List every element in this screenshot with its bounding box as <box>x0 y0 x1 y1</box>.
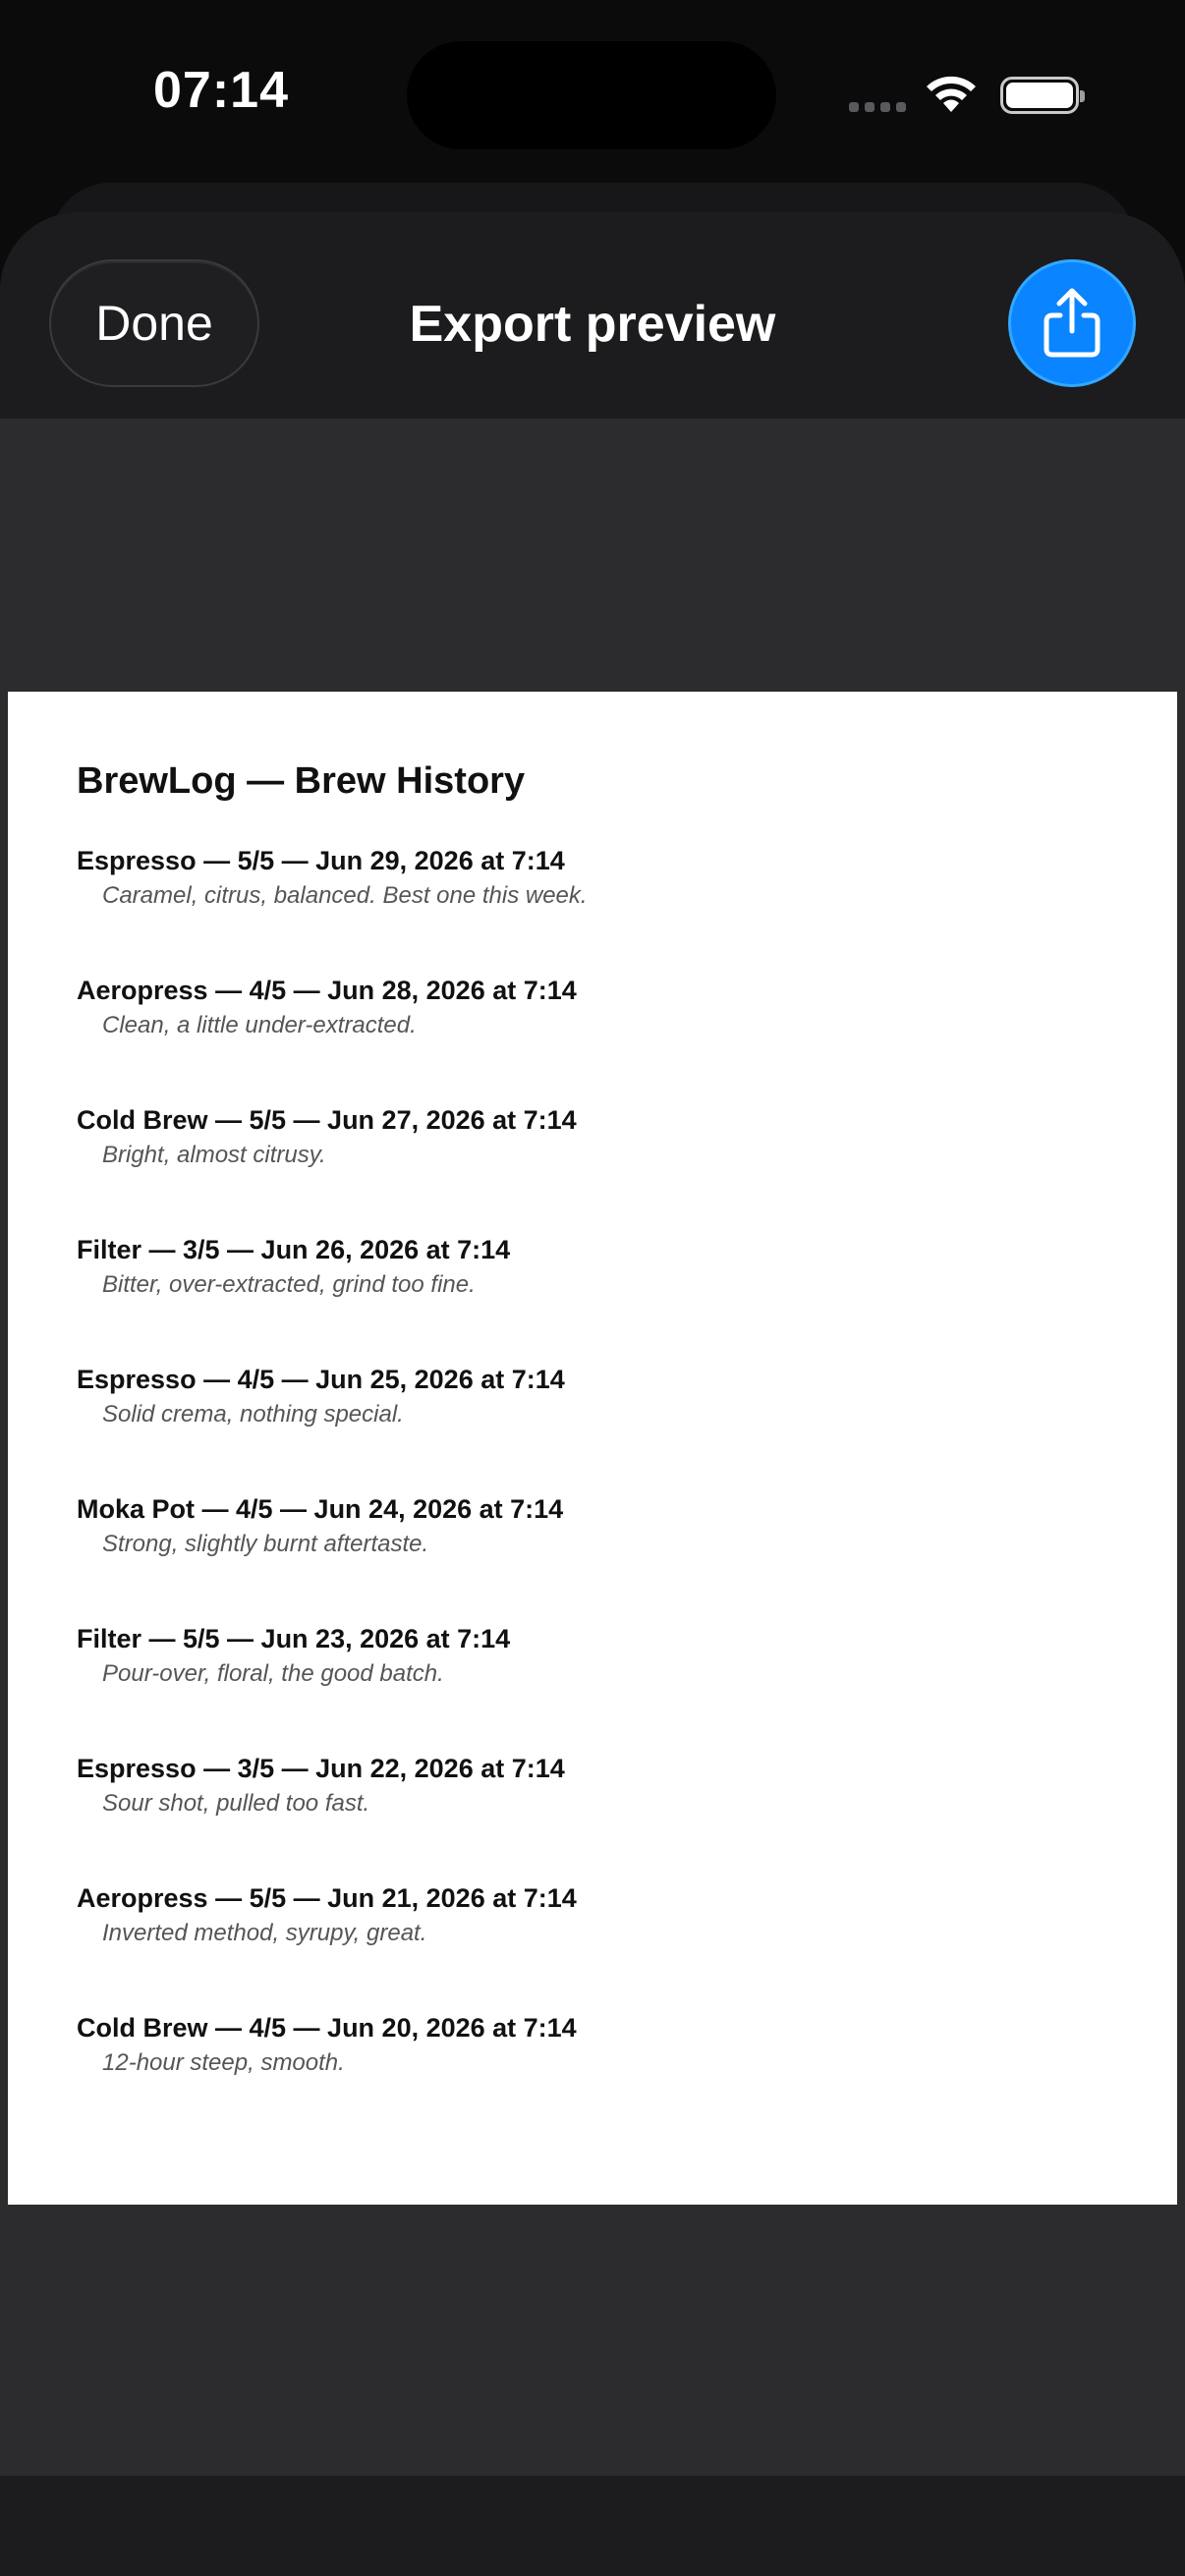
entry-heading: Aeropress — 5/5 — Jun 21, 2026 at 7:14 <box>77 1883 577 1913</box>
document-title: BrewLog — Brew History <box>77 760 526 802</box>
entry-note: Strong, slightly burnt aftertaste. <box>102 1531 429 1557</box>
entry-note: 12-hour steep, smooth. <box>102 2049 345 2076</box>
list-item <box>77 2010 1108 2140</box>
entry-list <box>77 843 1108 2140</box>
battery-icon <box>1000 77 1079 114</box>
sheet-bottom <box>0 2476 1185 2576</box>
done-button[interactable]: Done <box>49 259 259 387</box>
dynamic-island <box>407 41 776 149</box>
entry-heading: Moka Pot — 4/5 — Jun 24, 2026 at 7:14 <box>77 1494 564 1524</box>
entry-note: Clean, a little under-extracted. <box>102 1012 417 1038</box>
entry-note: Caramel, citrus, balanced. Best one this week. <box>102 882 588 909</box>
status-time: 07:14 <box>153 62 289 119</box>
entry-heading: Filter — 5/5 — Jun 23, 2026 at 7:14 <box>77 1624 511 1653</box>
list-item <box>77 1102 1108 1232</box>
entry-heading: Cold Brew — 5/5 — Jun 27, 2026 at 7:14 <box>77 1105 577 1135</box>
list-item <box>77 1232 1108 1362</box>
entry-note: Bitter, over-extracted, grind too fine. <box>102 1271 476 1298</box>
list-item <box>77 1621 1108 1751</box>
entry-heading: Cold Brew — 4/5 — Jun 20, 2026 at 7:14 <box>77 2013 577 2043</box>
list-item <box>77 1362 1108 1491</box>
sheet-header <box>0 212 1185 419</box>
entry-note: Inverted method, syrupy, great. <box>102 1920 427 1946</box>
entry-heading: Aeropress — 4/5 — Jun 28, 2026 at 7:14 <box>77 976 577 1005</box>
entry-heading: Espresso — 5/5 — Jun 29, 2026 at 7:14 <box>77 846 565 875</box>
entry-heading: Espresso — 3/5 — Jun 22, 2026 at 7:14 <box>77 1754 565 1783</box>
list-item <box>77 1491 1108 1621</box>
entry-note: Solid crema, nothing special. <box>102 1401 404 1428</box>
entry-note: Pour-over, floral, the good batch. <box>102 1660 444 1687</box>
list-item <box>77 843 1108 973</box>
wifi-icon <box>924 75 979 114</box>
entry-note: Sour shot, pulled too fast. <box>102 1790 370 1817</box>
entry-heading: Filter — 3/5 — Jun 26, 2026 at 7:14 <box>77 1235 511 1264</box>
export-preview-sheet <box>0 212 1185 2576</box>
list-item <box>77 1880 1108 2010</box>
document-page <box>8 692 1177 2205</box>
list-item <box>77 1751 1108 1880</box>
list-item <box>77 973 1108 1102</box>
status-bar <box>0 0 1185 187</box>
entry-heading: Espresso — 4/5 — Jun 25, 2026 at 7:14 <box>77 1365 565 1394</box>
sheet-title: Export preview <box>409 296 776 353</box>
entry-note: Bright, almost citrusy. <box>102 1142 326 1168</box>
share-button[interactable] <box>1008 259 1136 387</box>
cellular-signal-icon <box>849 102 906 112</box>
share-icon <box>1041 286 1103 361</box>
